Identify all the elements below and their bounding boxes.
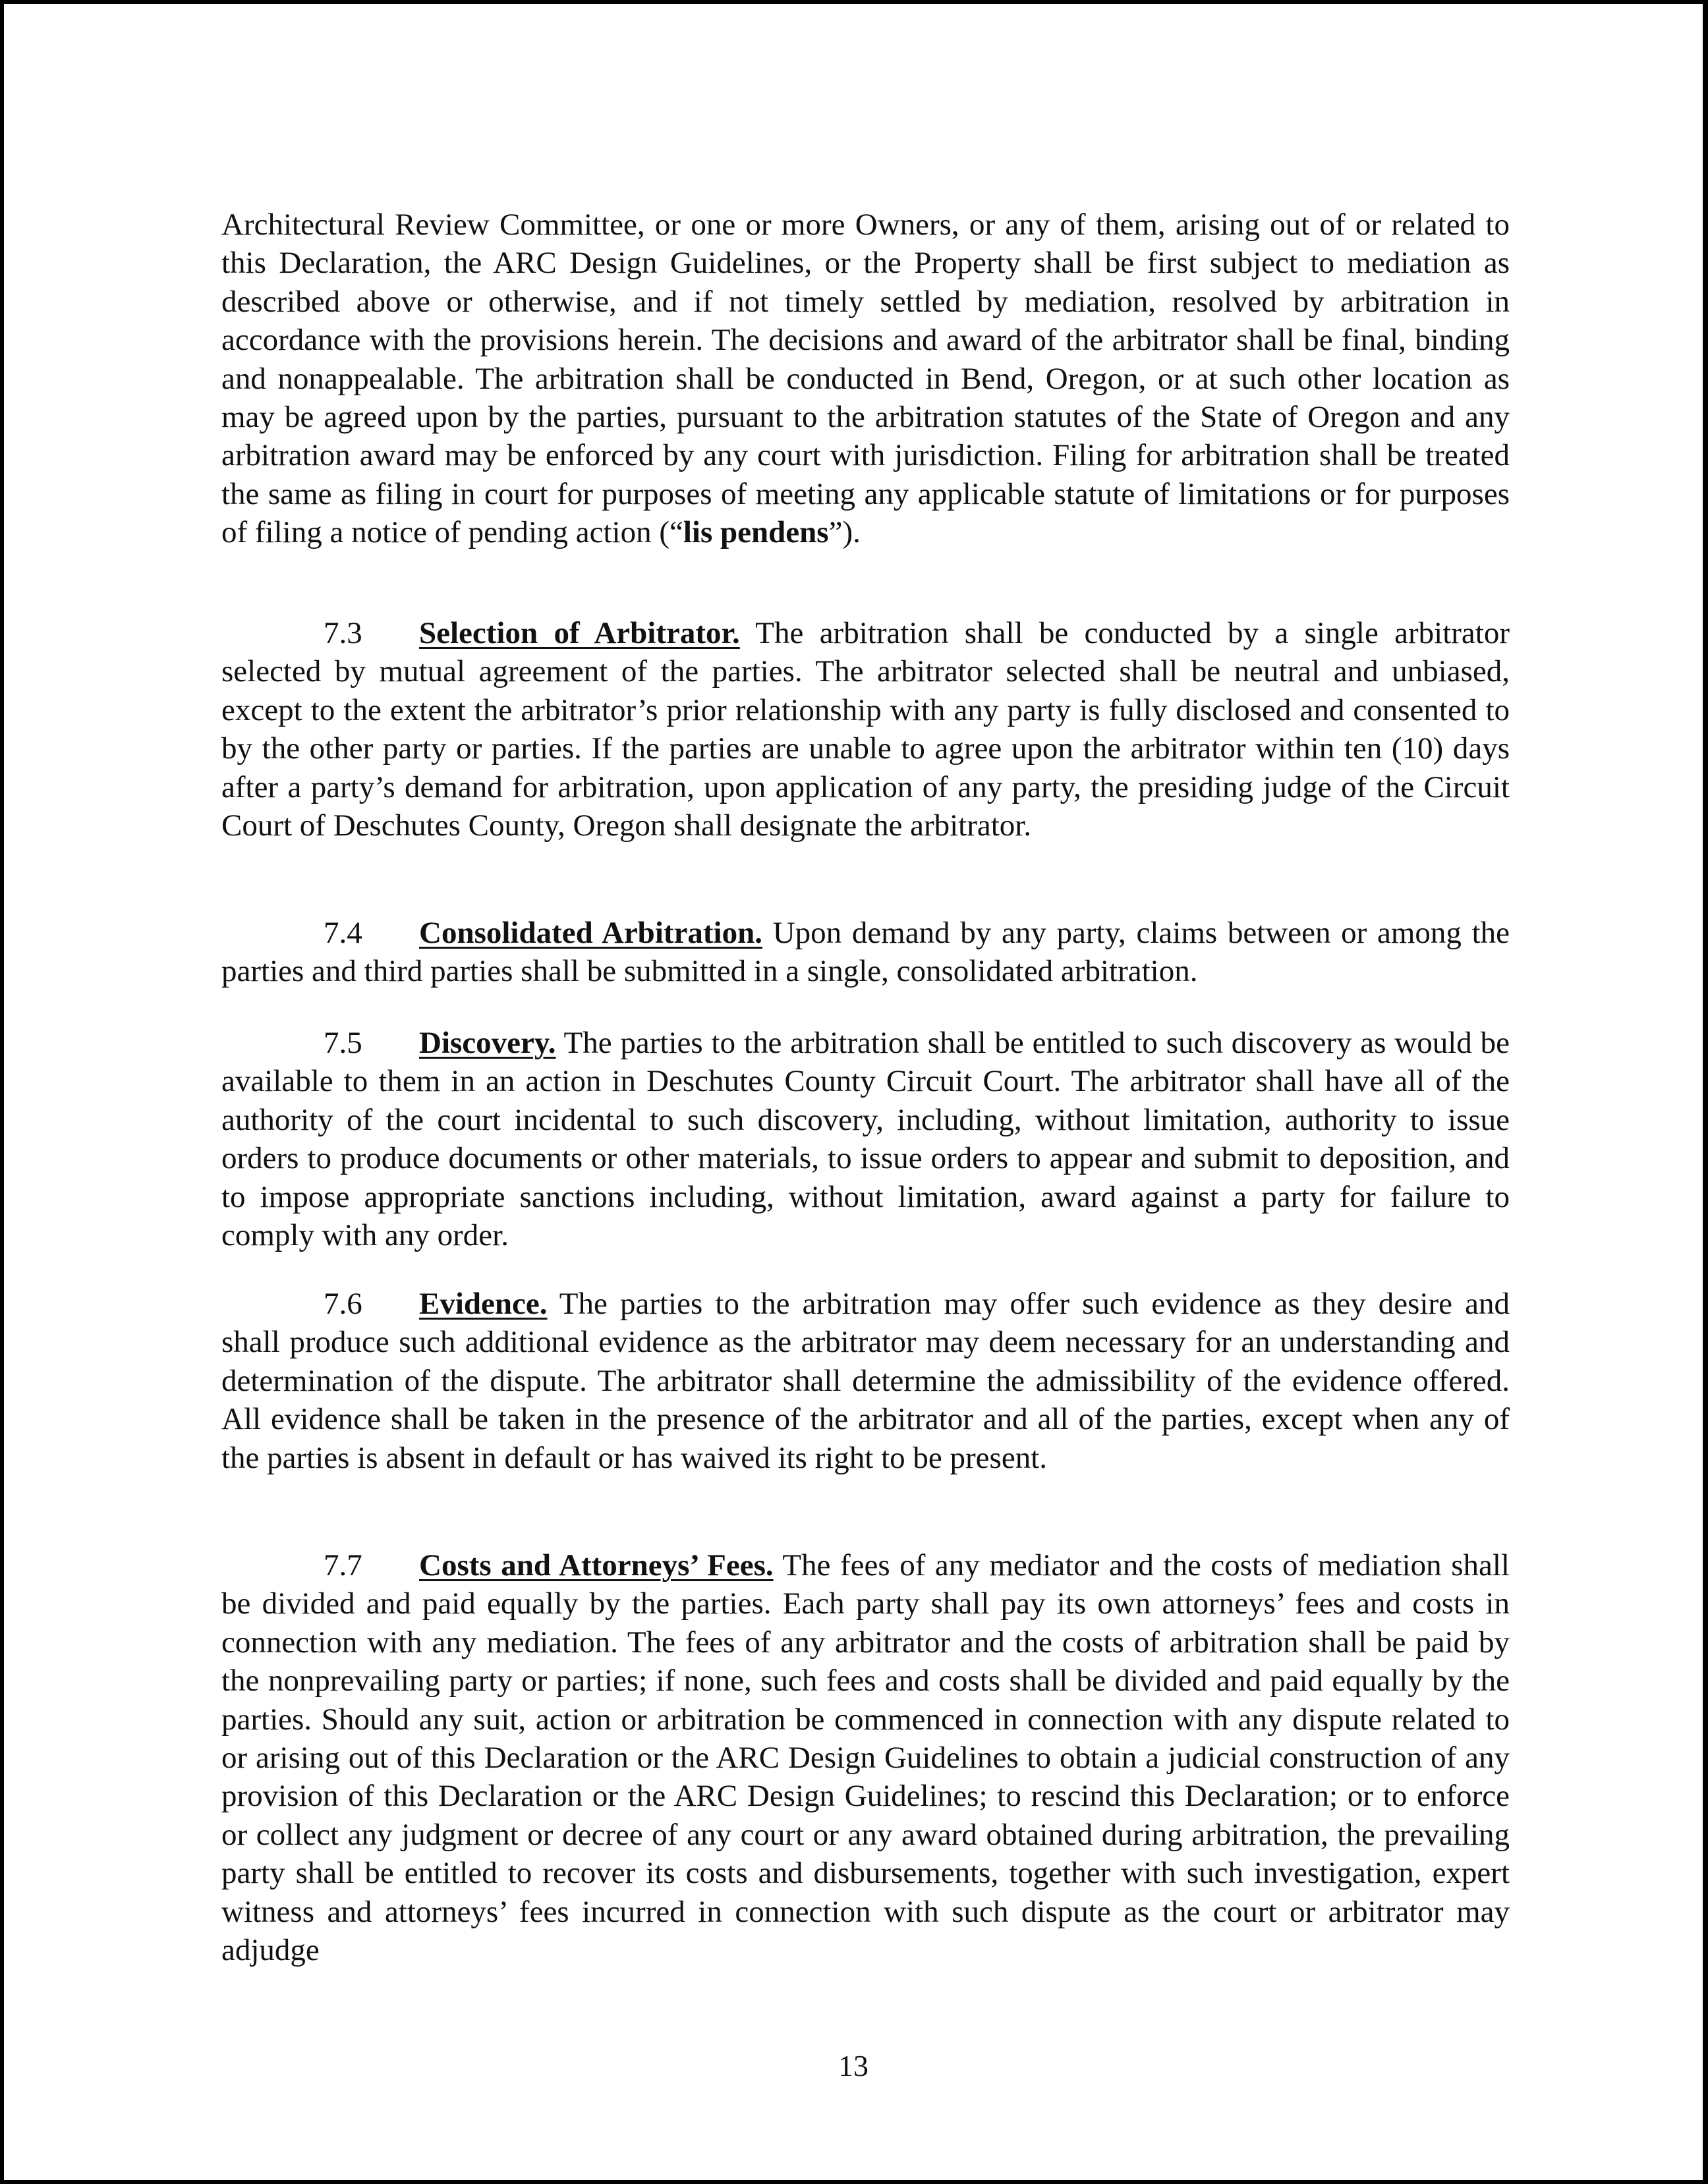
intro-text: Architectural Review Committee, or one or more Owners, or any of them, arising out of or related to this Declaration, the ARC Design Guidelines, or the Property shall be first subject to mediation as described above or otherwise, and if not timely settled by mediation, resolved by arbitration in accordance with the provisions herein. The decisions and award of the arbitrator shall be final, binding and nonappealable. The arbitration shall be conducted in Bend, Oregon, or at such other location as may be agreed upon by the parties, pursuant to the arbitration statutes of the State of Oregon and any arbitration award may be enforced by any court with jurisdiction. Filing for arbitration shall be treated the same as filing in court for purposes of meeting any applicable statute of limitations or for purposes of filing a notice of pending action (“ bbox=[221, 208, 1510, 550]
section-number: 7.6 bbox=[324, 1287, 362, 1321]
lis-pendens-term: lis pendens bbox=[683, 515, 829, 550]
section-heading: Selection of Arbitrator. bbox=[419, 616, 740, 650]
section-heading: Consolidated Arbitration. bbox=[419, 916, 762, 950]
section-text: The arbitration shall be conducted by a single arbitrator selected by mutual agreement of the parties. The arbitrator selected shall be neutral and unbiased, except to the extent the arbitrator’s prior relationship with any party is fully disclosed and consented to by the other party or parties. If the parties are unable to agree upon the arbitrator within ten (10) days after a party’s demand for arbitration, upon application of any party, the presiding judge of the Circuit Court of Deschutes County, Oregon shall designate the arbitrator. bbox=[221, 616, 1510, 843]
section-heading: Costs and Attorneys’ Fees. bbox=[419, 1548, 774, 1582]
section-text: Upon demand by any party, claims between or among the parties and third parties shall be submitted in a single, consolidated arbitration. bbox=[221, 916, 1510, 989]
section-7-7 bbox=[221, 1546, 1510, 1969]
section-7-6 bbox=[221, 1285, 1510, 1477]
section-number: 7.3 bbox=[324, 616, 362, 650]
paragraph-intro bbox=[221, 206, 1510, 552]
section-heading: Evidence. bbox=[419, 1287, 548, 1321]
section-heading: Discovery. bbox=[419, 1026, 556, 1060]
section-7-5 bbox=[221, 1024, 1510, 1254]
section-number: 7.5 bbox=[324, 1026, 362, 1060]
section-number: 7.4 bbox=[324, 916, 362, 950]
section-7-4 bbox=[221, 914, 1510, 991]
page-number: 13 bbox=[838, 2049, 868, 2083]
document-page bbox=[4, 4, 1703, 2180]
section-text: The parties to the arbitration shall be entitled to such discovery as would be available to them in an action in Deschutes County Circuit Court. The arbitrator shall have all of the authority of the court incidental to such discovery, including, without limitation, authority to issue orders to produce documents or other materials, to issue orders to appear and submit to deposition, and to impose appropriate sanctions including, without limitation, award against a party for failure to comply with any order. bbox=[221, 1026, 1510, 1253]
section-text: The parties to the arbitration may offer such evidence as they desire and shall produce such additional evidence as the arbitrator may deem necessary for an understanding and determination of the dispute. The arbitrator shall determine the admissibility of the evidence offered. All evidence shall be taken in the presence of the arbitrator and all of the parties, except when any of the parties is absent in default or has waived its right to be present. bbox=[221, 1287, 1510, 1475]
section-text: The fees of any mediator and the costs of mediation shall be divided and paid equally by the parties. Each party shall pay its own attorneys’ fees and costs in connection with any mediation. The fees of any arbitrator and the costs of arbitration shall be paid by the nonprevailing party or parties; if none, such fees and costs shall be divided and paid equally by the parties. Should any suit, action or arbitration be commenced in connection with any dispute related to or arising out of this Declaration or the ARC Design Guidelines to obtain a judicial construction of any provision of this Declaration or the ARC Design Guidelines; to rescind this Declaration; or to enforce or collect any judgment or decree of any court or any award obtained during arbitration, the prevailing party shall be entitled to recover its costs and disbursements, together with such investigation, expert witness and attorneys’ fees incurred in connection with such dispute as the court or arbitrator may adjudge bbox=[221, 1548, 1510, 1968]
section-7-3 bbox=[221, 614, 1510, 845]
section-number: 7.7 bbox=[324, 1548, 362, 1582]
intro-tail: ”). bbox=[828, 515, 861, 550]
